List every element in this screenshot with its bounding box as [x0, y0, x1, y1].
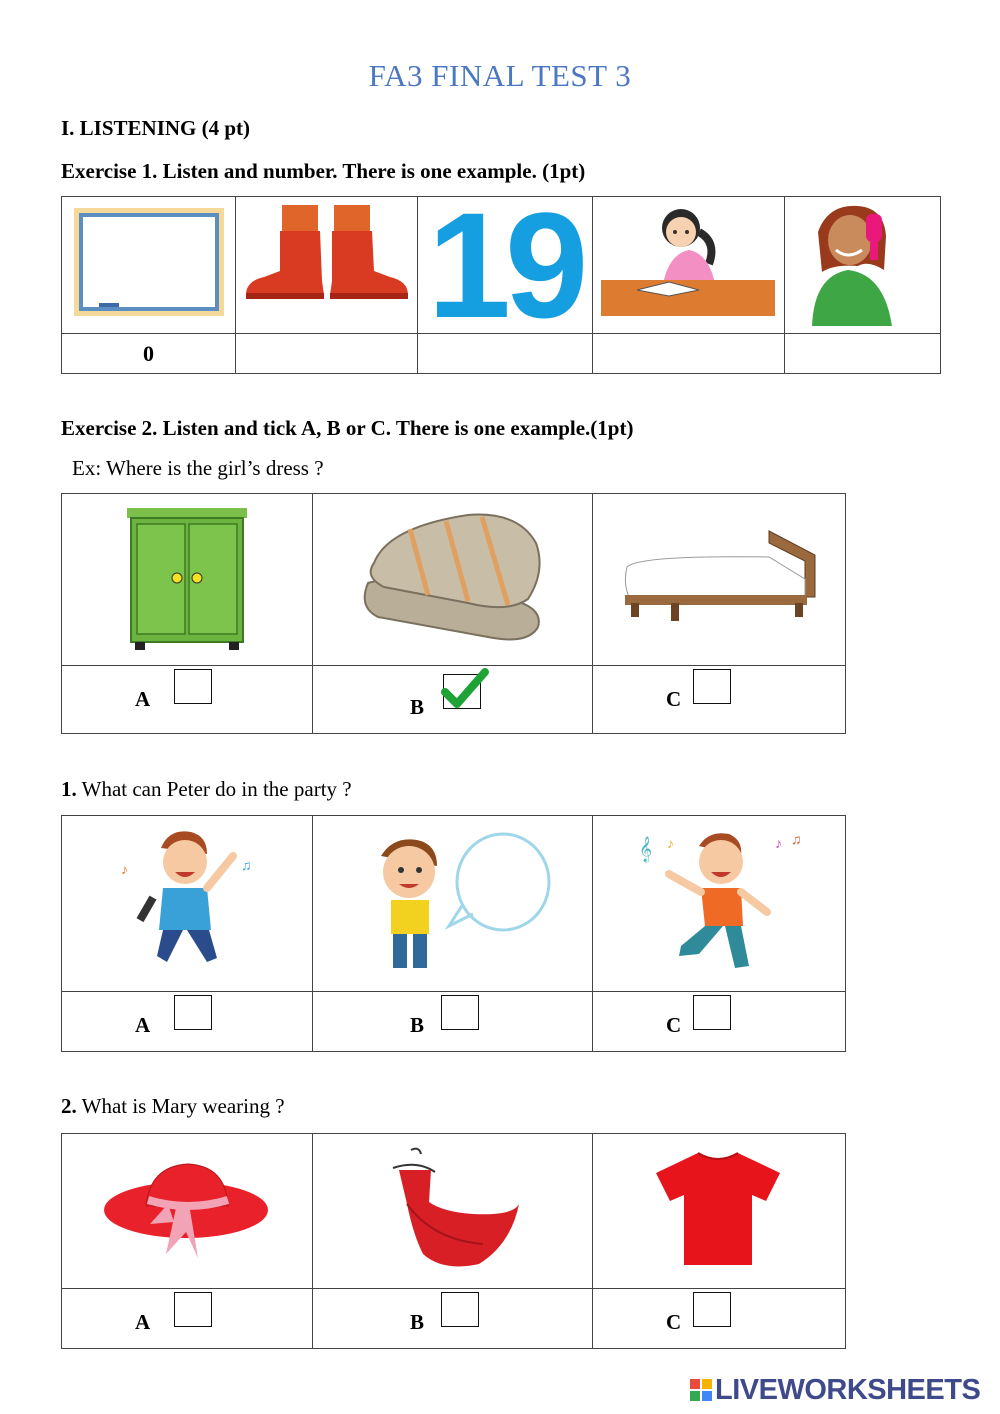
option-a-cell[interactable] — [62, 992, 313, 1052]
picture-cell — [62, 494, 313, 666]
option-letter: C — [666, 1310, 682, 1334]
option-a-checkbox[interactable] — [174, 1292, 212, 1327]
option-b-cell[interactable] — [313, 666, 593, 734]
picture-cell — [418, 181, 593, 349]
girl-brushing-hair-picture — [788, 200, 938, 326]
question-text: What is Mary wearing ? — [76, 1094, 285, 1118]
option-letter: C — [666, 1013, 682, 1037]
answer-cell[interactable] — [785, 334, 941, 374]
picture-cell — [313, 1134, 593, 1289]
red-dress-picture — [383, 1144, 523, 1274]
picture-cell — [62, 197, 236, 334]
option-b-checkbox[interactable] — [441, 1292, 479, 1327]
question-number: 2. — [61, 1094, 77, 1118]
option-letter: B — [410, 1310, 425, 1334]
picture-cell — [785, 197, 941, 334]
question-number: 1. — [61, 777, 77, 801]
option-b-cell[interactable] — [313, 1289, 593, 1349]
folded-blanket-picture — [358, 507, 548, 647]
answer-cell[interactable] — [236, 334, 418, 374]
svg-text:♪: ♪ — [121, 863, 128, 878]
option-letter: A — [135, 1013, 151, 1037]
question-text: What can Peter do in the party ? — [76, 777, 352, 801]
picture-cell — [62, 816, 313, 992]
question-1 — [61, 777, 352, 802]
option-a-cell[interactable] — [62, 1289, 313, 1349]
exercise1-table — [61, 181, 941, 374]
boy-dancing-picture — [629, 826, 809, 976]
option-letter: B — [410, 695, 425, 719]
option-c-checkbox[interactable] — [693, 1292, 731, 1327]
picture-cell — [593, 816, 846, 992]
section-heading: I. LISTENING (4 pt) — [61, 116, 251, 140]
picture-cell — [593, 197, 785, 334]
svg-text:♫: ♫ — [241, 859, 252, 874]
logo-text: LIVEWORKSHEETS — [715, 1374, 981, 1406]
question-1-table — [61, 815, 846, 1052]
bed-picture — [619, 527, 819, 627]
question-2-table — [61, 1133, 846, 1349]
exercise1-heading: Exercise 1. Listen and number. There is one example. (1pt) — [61, 159, 586, 183]
svg-text:𝄞: 𝄞 — [639, 836, 653, 861]
svg-text:♪: ♪ — [775, 837, 782, 852]
whiteboard-picture — [69, 204, 229, 322]
svg-text:♪: ♪ — [667, 837, 674, 852]
picture-cell — [593, 494, 846, 666]
option-letter: A — [135, 687, 151, 711]
option-c-checkbox[interactable] — [693, 995, 731, 1030]
picture-cell — [313, 494, 593, 666]
number-19-picture: 19 — [427, 181, 583, 349]
option-letter: C — [666, 687, 682, 711]
picture-cell — [313, 816, 593, 992]
red-hat-picture — [102, 1154, 272, 1264]
option-a-checkbox[interactable] — [174, 995, 212, 1030]
red-boots-picture — [242, 203, 412, 323]
option-letter: B — [410, 1013, 425, 1037]
logo-grid-icon — [690, 1379, 712, 1401]
example-number: 0 — [143, 340, 154, 366]
boy-singing-picture — [107, 826, 267, 976]
option-a-cell[interactable] — [62, 666, 313, 734]
exercise2-heading: Exercise 2. Listen and tick A, B or C. There is one example.(1pt) — [61, 416, 634, 440]
picture-cell — [62, 1134, 313, 1289]
example-question: Ex: Where is the girl’s dress ? — [72, 456, 324, 480]
wardrobe-picture — [117, 502, 257, 652]
option-c-cell[interactable] — [593, 1289, 846, 1349]
red-t-shirt-picture — [654, 1149, 784, 1269]
answer-cell[interactable] — [62, 334, 236, 374]
option-a-checkbox[interactable] — [174, 669, 212, 704]
boy-talking-picture — [353, 826, 553, 976]
option-c-cell[interactable] — [593, 992, 846, 1052]
option-c-cell[interactable] — [593, 666, 846, 734]
answer-cell[interactable] — [593, 334, 785, 374]
page-title: FA3 FINAL TEST 3 — [368, 58, 632, 93]
option-b-checkbox[interactable] — [441, 995, 479, 1030]
option-c-checkbox[interactable] — [693, 669, 731, 704]
option-letter: A — [135, 1310, 151, 1334]
option-b-cell[interactable] — [313, 992, 593, 1052]
picture-cell — [236, 197, 418, 334]
liveworksheets-logo — [690, 1374, 980, 1407]
girl-writing-picture — [599, 202, 779, 324]
question-2 — [61, 1094, 285, 1119]
svg-text:♫: ♫ — [791, 833, 802, 848]
example-table — [61, 493, 846, 734]
picture-cell — [593, 1134, 846, 1289]
tick-icon — [441, 668, 489, 712]
